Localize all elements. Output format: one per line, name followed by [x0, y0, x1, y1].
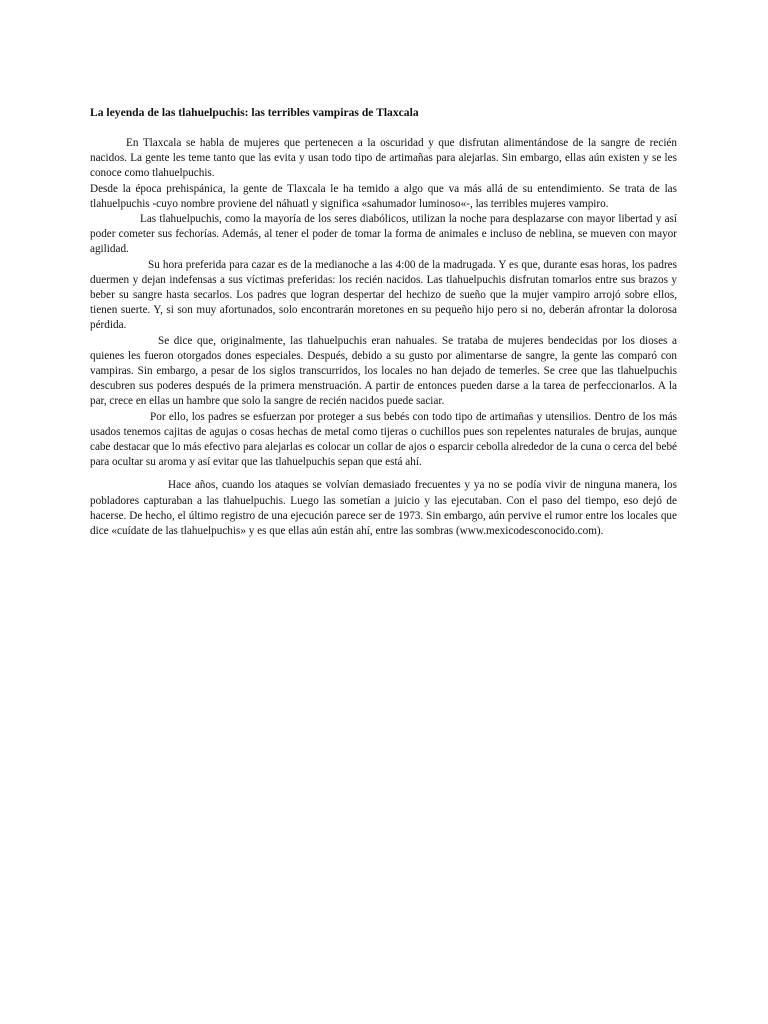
paragraph-7: Hace años, cuando los ataques se volvían demasiado frecuentes y ya no se podía vivir de ninguna manera, los pobladores capturaban a las tlahuelpuchis. Luego las sometían a juicio y las ejecutaban. Con el paso del tiempo, eso dejó de hacerse. De hecho, el último registro de una ejecución parece ser de 1973. Sin embargo, aún pervive el rumor entre los locales que dice «cuídate de las tlahuelpuchis» y es que ellas aún están ahí, entre las sombras (www.mexicodesconocido.com). — [90, 479, 677, 538]
paragraph-5: Se dice que, originalmente, las tlahuelpuchis eran nahuales. Se trataba de mujeres bendecidas por los dioses a quienes les fueron otorgados dones especiales. Después, debido a su gusto por alimentarse de sangre, la gente las comparó con vampiras. Sin embargo, a pesar de los siglos transcurridos, los locales no han dejado de temerles. Se cree que las tlahuelpuchis descubren sus poderes después de la primera menstruación. A partir de entonces pueden darse a la tarea de perfeccionarlos. A la par, crece en ellas un hambre que solo la sangre de recién nacidos puede saciar. — [90, 334, 677, 408]
paragraph-4: Su hora preferida para cazar es de la medianoche a las 4:00 de la madrugada. Y es que, durante esas horas, los padres duermen y dejan indefensas a sus víctimas preferidas: los recién nacidos. Las tlahuelpuchis disfrutan tomarlos entre sus brazos y beber su sangre hasta secarlos. Los padres que logran despertar del hechizo de sueño que la mujer vampiro arrojó sobre ellos, tienen suerte. Y, si son muy afortunados, solo encontrarán moretones en su pequeño hijo pero si no, deberán afrontar la dolorosa pérdida. — [90, 258, 677, 332]
document-body — [90, 105, 677, 539]
paragraph-2: Desde la época prehispánica, la gente de Tlaxcala le ha temido a algo que va más allá de su entendimiento. Se trata de las tlahuelpuchis -cuyo nombre proviene del náhuatl y significa «sahumador luminoso«-, las terribles mujeres vampiro. — [90, 182, 677, 210]
paragraph-6: Por ello, los padres se esfuerzan por proteger a sus bebés con todo tipo de artimañas y utensilios. Dentro de los más usados tenemos cajitas de agujas o cosas hechas de metal como tijeras o cuchillos pues son repelentes naturales de brujas, aunque cabe destacar que lo más efectivo para alejarlas es colocar un collar de ajos o esparcir cebolla alrededor de la cuna o cerca del bebé para ocultar su aroma y así evitar que las tlahuelpuchis sepan que está ahí. — [90, 410, 677, 469]
document-title: La leyenda de las tlahuelpuchis: las terribles vampiras de Tlaxcala — [90, 106, 419, 119]
paragraph-1: En Tlaxcala se habla de mujeres que pertenecen a la oscuridad y que disfrutan alimentándose de la sangre de recién nacidos. La gente les teme tanto que las evita y usan todo tipo de artimañas para alejarlas. Sin embargo, ellas aún existen y se les conoce como tlahuelpuchis. — [90, 137, 677, 180]
paragraph-3: Las tlahuelpuchis, como la mayoría de los seres diabólicos, utilizan la noche para desplazarse con mayor libertad y así poder cometer sus fechorías. Además, al tener el poder de tomar la forma de animales e incluso de neblina, se mueven con mayor agilidad. — [90, 213, 677, 256]
